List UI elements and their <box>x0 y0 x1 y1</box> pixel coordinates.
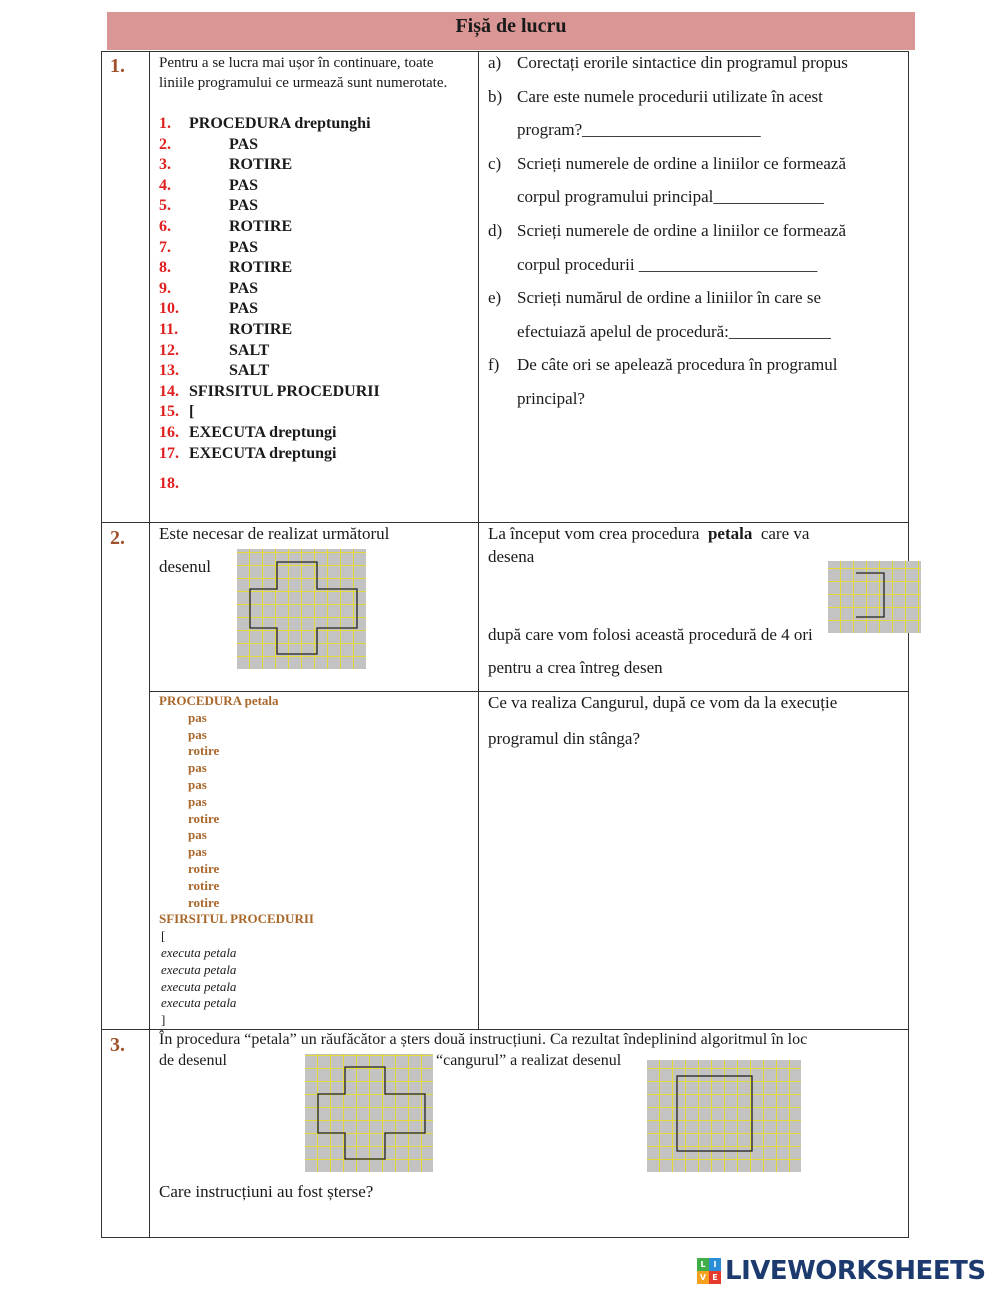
line-code: EXECUTA dreptungi <box>189 424 337 441</box>
section2-left-line1: Este necesar de realizat următorul <box>159 524 390 543</box>
procedure-header: PROCEDURA petala <box>159 693 279 708</box>
line-code: ROTIRE <box>229 321 293 338</box>
program-line <box>159 197 258 215</box>
section2-right-line1: La început vom crea procedura petala care va <box>488 524 810 543</box>
procedure-instruction: pas <box>188 709 207 725</box>
line-number: 3. <box>159 156 171 174</box>
logo-tile: I <box>709 1258 721 1271</box>
line-code: PAS <box>229 176 259 194</box>
question-line <box>488 87 823 107</box>
question-text: Care este numele procedurii utilizate în acest <box>517 86 823 106</box>
question-text: Corectați erorile sintactice din programul propus <box>517 53 848 72</box>
section2-left-line2: desenul <box>159 557 211 576</box>
program-line <box>159 156 292 174</box>
line-number: 2. <box>159 135 171 153</box>
line-number: 9. <box>159 279 171 297</box>
question-text: principal? <box>517 389 585 408</box>
program-line <box>159 136 258 154</box>
program-line <box>159 300 258 318</box>
section3-line2b: “cangurul” a realizat desenul <box>436 1052 622 1069</box>
line-number: 7. <box>159 238 171 256</box>
line-number: 4. <box>159 176 171 194</box>
program-line <box>159 445 336 463</box>
line-number: 15. <box>159 403 179 421</box>
question-line <box>488 288 821 308</box>
procedure-end: SFIRSITUL PROCEDURII <box>159 911 314 927</box>
line-code: EXECUTA dreptungi <box>189 444 337 462</box>
line-code: SALT <box>229 362 270 380</box>
line-code: PAS <box>229 238 259 256</box>
column-divider-middle <box>478 51 479 1030</box>
main-call: executa petala <box>161 995 237 1011</box>
section2-question-line2: programul din stânga? <box>488 729 641 748</box>
procedure-instruction: pas <box>188 793 207 809</box>
line-code: SALT <box>229 341 270 359</box>
cross-drawing-image <box>237 549 366 669</box>
program-line <box>159 424 336 442</box>
procedure-instruction: rotire <box>188 894 220 910</box>
logo-tile: L <box>697 1258 709 1271</box>
question-line <box>488 221 846 241</box>
row-divider-2 <box>101 1029 909 1030</box>
question-line <box>488 187 824 207</box>
line-number: 5. <box>159 197 171 215</box>
question-line <box>488 120 761 140</box>
target-cross-image <box>305 1054 433 1172</box>
liveworksheets-logo: L I V E LIVEWORKSHEETS <box>697 1254 986 1288</box>
line-code: PROCEDURA dreptunghi <box>189 115 371 132</box>
section3-line2a: de desenul <box>159 1052 227 1069</box>
question-letter: e) <box>488 288 502 308</box>
line-number: 8. <box>159 259 171 277</box>
row-divider-2a <box>149 691 909 692</box>
petal-drawing-image <box>828 561 921 633</box>
program-line <box>159 342 269 360</box>
procedure-instruction: pas <box>188 777 207 792</box>
table-border-bottom <box>101 1237 909 1238</box>
question-letter: f) <box>488 355 500 375</box>
question-line <box>488 154 846 174</box>
question-text: De câte ori se apelează procedura în programul <box>517 355 838 375</box>
main-open-bracket: [ <box>161 928 166 944</box>
section-number: 1. <box>110 55 125 77</box>
main-close-bracket: ] <box>161 1012 166 1028</box>
program-line <box>159 362 269 380</box>
main-call: executa petala <box>161 978 237 994</box>
program-line <box>159 259 292 277</box>
question-letter: b) <box>488 86 503 106</box>
section2-question-line1: Ce va realiza Cangurul, după ce vom da la execuție <box>488 693 838 712</box>
question-text: program?_____________________ <box>517 120 761 140</box>
line-code: SFIRSITUL PROCEDURII <box>189 382 380 400</box>
line-code: ROTIRE <box>229 259 293 277</box>
procedure-instruction: pas <box>188 726 207 742</box>
line-code: ROTIRE <box>229 156 293 174</box>
program-line <box>159 280 258 298</box>
program-line <box>159 177 258 195</box>
procedure-instruction: rotire <box>188 743 220 759</box>
section2-right-line2: desena <box>488 547 535 566</box>
line-code: PAS <box>229 279 259 297</box>
question-letter: c) <box>488 153 502 173</box>
procedure-instruction: rotire <box>188 810 220 826</box>
question-line <box>488 255 817 275</box>
line-code: ROTIRE <box>229 218 293 235</box>
program-line <box>159 475 189 493</box>
question-letter: d) <box>488 221 503 240</box>
section1-intro: Pentru a se lucra mai ușor în continuare, toate liniile programului ce urmează sunt numerotate. <box>159 55 448 91</box>
line-code: PAS <box>229 135 259 153</box>
section3-question: Care instrucțiuni au fost șterse? <box>159 1182 374 1201</box>
question-letter: a) <box>488 53 502 72</box>
procedure-instruction: pas <box>188 760 207 776</box>
procedure-instruction: rotire <box>188 861 220 876</box>
line-number: 6. <box>159 218 171 235</box>
section-number: 3. <box>110 1034 125 1056</box>
procedure-instruction: pas <box>188 827 207 843</box>
line-number: 16. <box>159 424 179 441</box>
program-line <box>159 218 292 236</box>
program-line <box>159 383 380 401</box>
column-divider-number <box>149 51 150 1238</box>
question-text: Scrieți numerele de ordine a liniilor ce formează <box>517 221 846 240</box>
procedure-instruction: pas <box>188 844 207 860</box>
procedure-instruction: rotire <box>188 877 220 893</box>
line-number: 1. <box>159 115 171 132</box>
section2-right-line4: pentru a crea întreg desen <box>488 658 663 677</box>
question-text: Scrieți numărul de ordine a liniilor în care se <box>517 288 822 308</box>
program-line <box>159 321 292 339</box>
question-text: corpul procedurii _____________________ <box>517 254 818 274</box>
question-line <box>488 355 837 375</box>
line-code: [ <box>189 403 195 421</box>
section2-right-line3: după care vom folosi această procedură de 4 ori <box>488 625 813 644</box>
worksheet-title: Fișă de lucru <box>107 12 915 50</box>
question-text: corpul programului principal_____________ <box>517 187 824 207</box>
line-number: 12. <box>159 341 179 359</box>
line-number: 11. <box>159 321 179 338</box>
program-line <box>159 115 371 133</box>
logo-tile: V <box>697 1271 709 1284</box>
main-call: executa petala <box>161 961 237 977</box>
row-divider-1 <box>101 522 909 523</box>
section3-line1: În procedura “petala” un răufăcător a șters două instrucțiuni. Ca rezultat îndeplinind algoritmul în loc <box>159 1031 808 1048</box>
table-border-left <box>101 51 102 1238</box>
question-line <box>488 322 831 342</box>
question-text: efectuiază apelul de procedură:____________ <box>517 321 831 341</box>
line-number: 18. <box>159 475 179 492</box>
line-number: 10. <box>159 300 179 318</box>
line-number: 13. <box>159 362 179 380</box>
line-number: 14. <box>159 382 179 400</box>
liveworksheets-icon <box>697 1258 721 1284</box>
table-border-right <box>908 51 909 1238</box>
program-line <box>159 403 194 421</box>
line-code: PAS <box>229 300 259 318</box>
logo-tile: E <box>709 1271 721 1284</box>
section-number: 2. <box>110 527 125 549</box>
main-call: executa petala <box>161 945 237 960</box>
question-line <box>488 389 585 409</box>
program-line <box>159 239 258 257</box>
question-line <box>488 53 848 73</box>
question-text: Scrieți numerele de ordine a liniilor ce formează <box>517 153 846 173</box>
line-number: 17. <box>159 444 179 462</box>
result-square-image <box>647 1060 801 1172</box>
line-code: PAS <box>229 197 259 215</box>
table-border-top <box>101 51 909 52</box>
